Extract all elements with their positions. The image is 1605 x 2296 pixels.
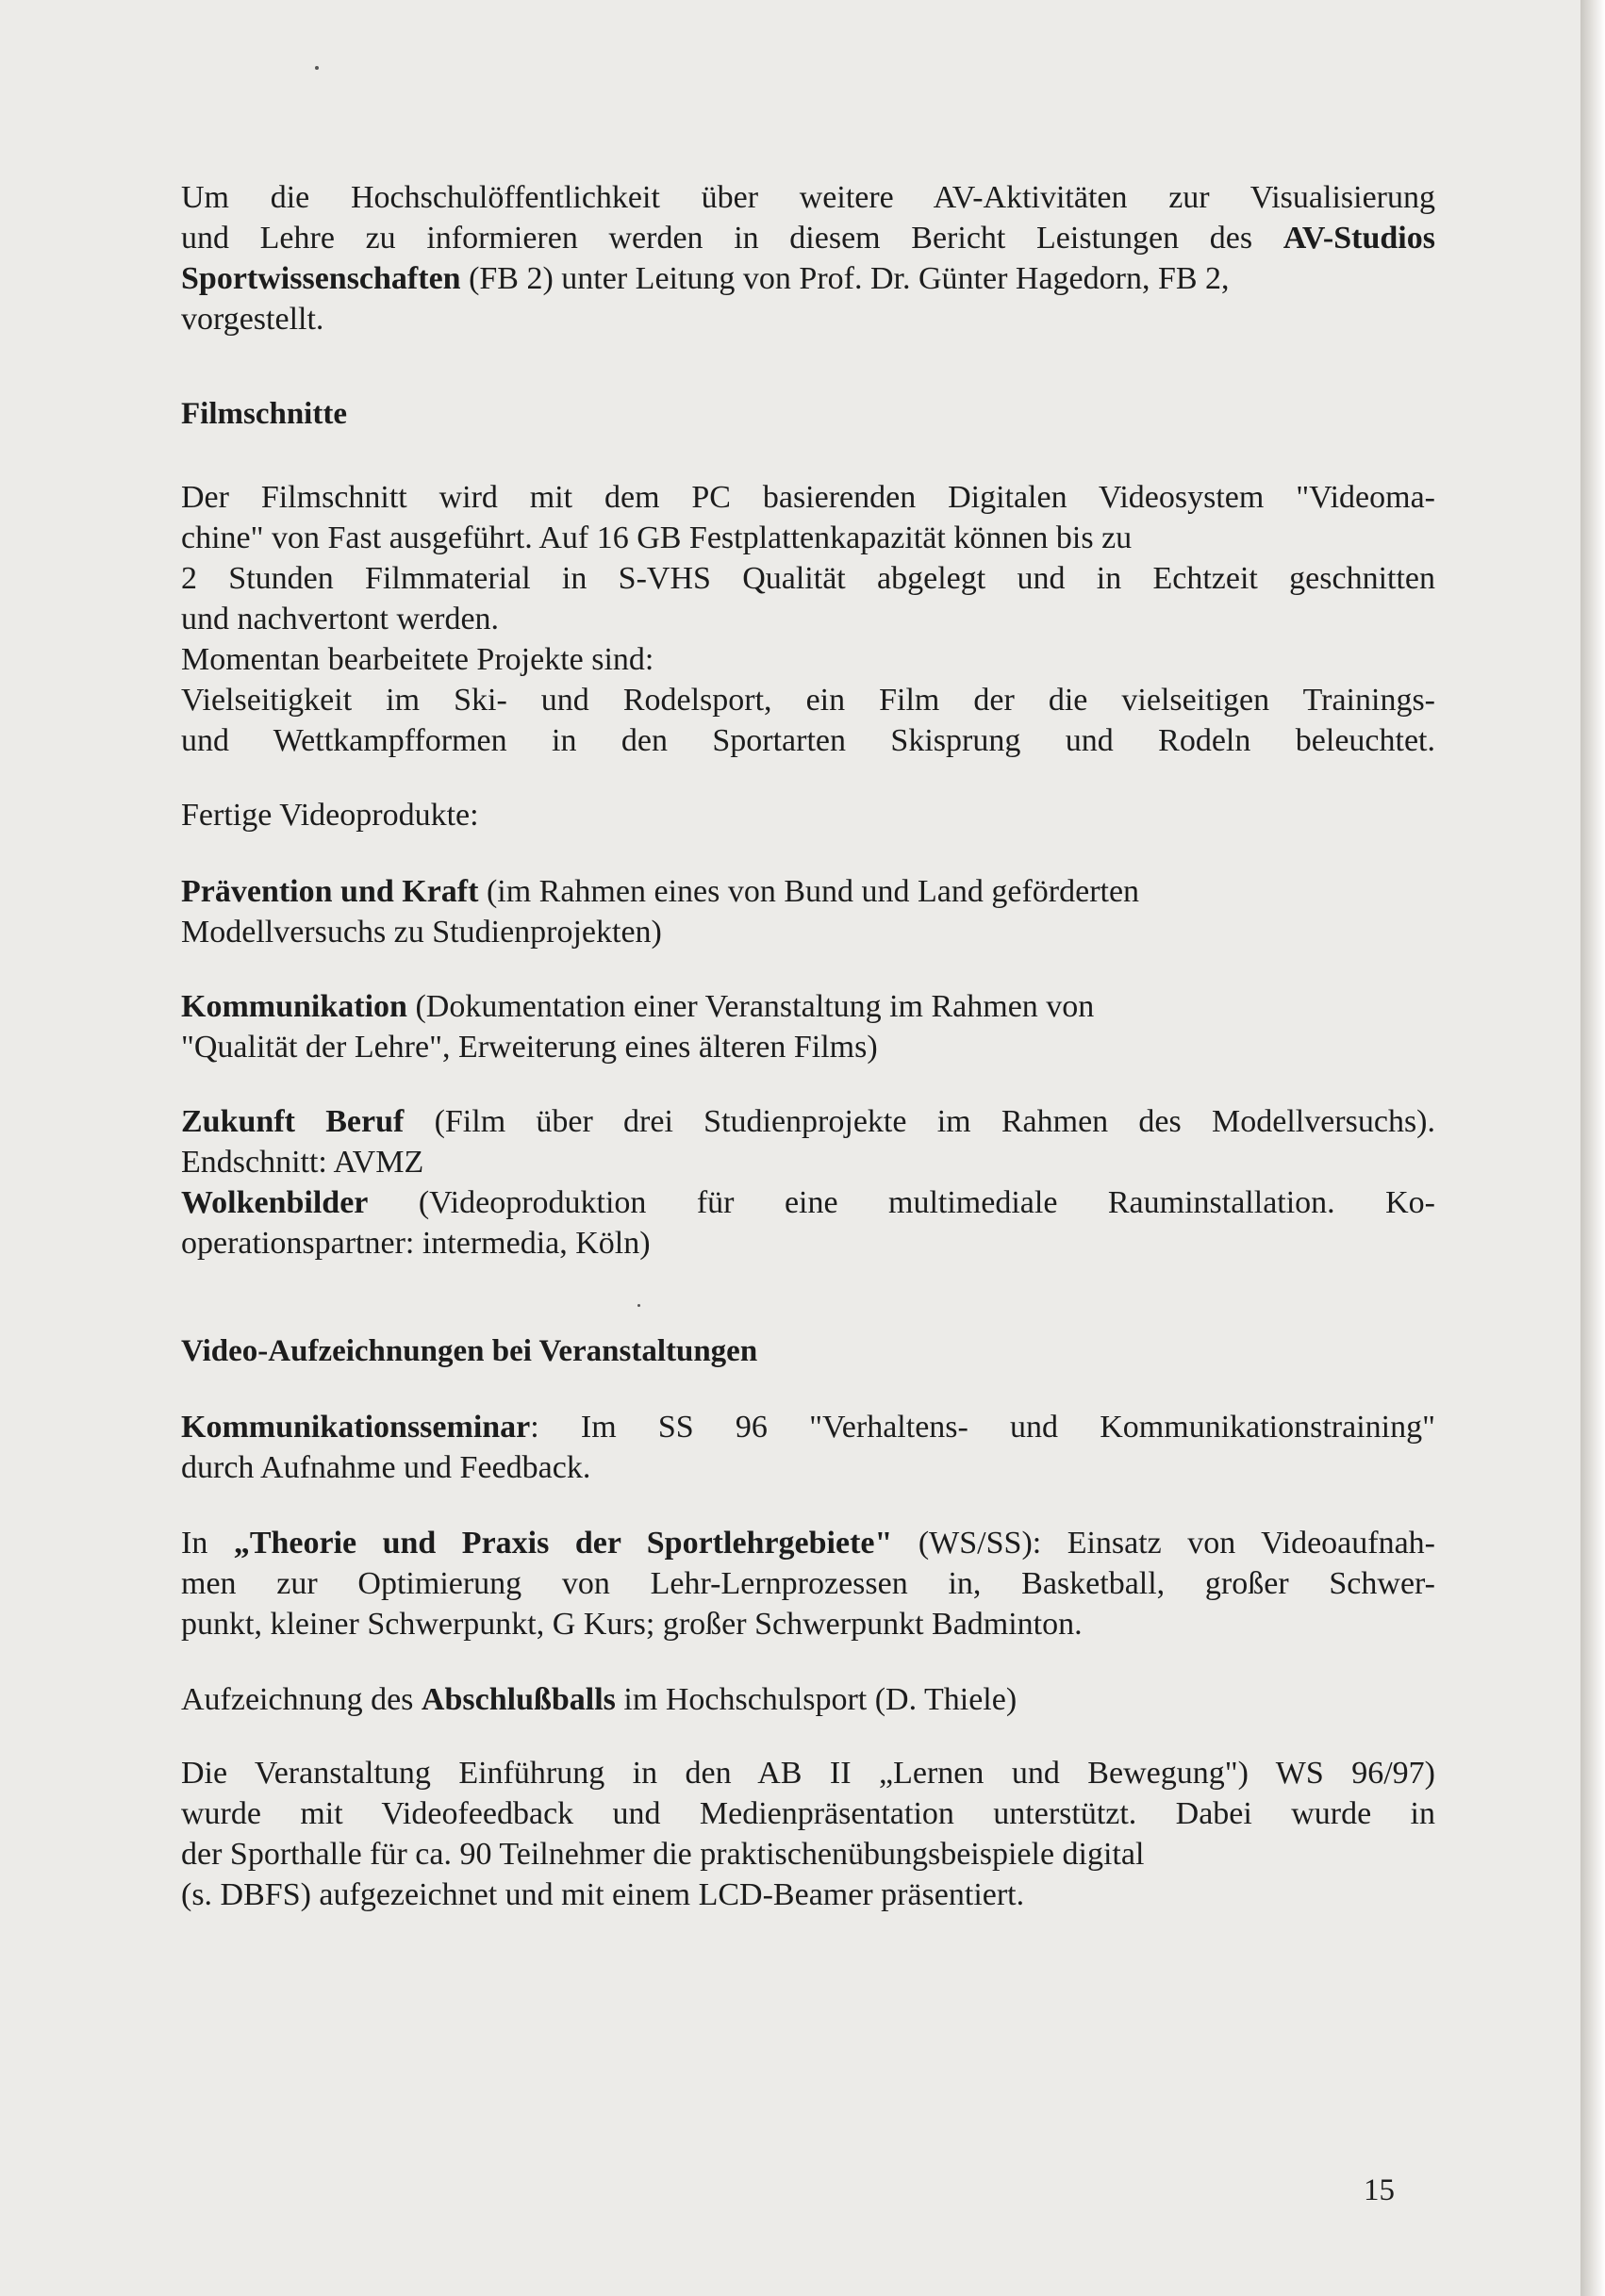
bold-term: AV-Studios [1282, 221, 1435, 256]
seminar-paragraph [181, 1407, 1435, 1488]
text-line: Endschnitt: AVMZ [181, 1145, 424, 1180]
text-line: punkt, kleiner Schwerpunkt, G Kurs; großer Schwerpunkt Badminton. [181, 1607, 1083, 1642]
page-number: 15 [1364, 2173, 1395, 2207]
text-line: Vielseitigkeit im Ski- und Rodelsport, ein Film der die vielseitigen Trainings- [181, 683, 1435, 718]
bold-term: Kommunikationsseminar [181, 1410, 531, 1445]
text-line: men zur Optimierung von Lehr-Lernprozessen in, Basketball, großer Schwer- [181, 1566, 1435, 1601]
binding-edge [1580, 0, 1605, 2296]
product-title: Kommunikation [181, 989, 407, 1024]
text-line: Prävention und Kraft (im Rahmen eines von Bund und Land geförderten [181, 874, 1140, 909]
product-entry [181, 986, 1435, 1067]
page-body [181, 177, 1435, 1915]
text-line: der Sporthalle für ca. 90 Teilnehmer die praktischenübungsbeispiele digital [181, 1837, 1145, 1872]
section-heading-video: Video-Aufzeichnungen bei Veranstaltungen [181, 1334, 758, 1368]
fertige-label: Fertige Videoprodukte: [181, 798, 479, 833]
paper-speck [315, 66, 319, 70]
text-line: wurde mit Videofeedback und Medienpräsentation unterstützt. Dabei wurde in [181, 1796, 1435, 1831]
text-line: Zukunft Beruf (Film über drei Studienprojekte im Rahmen des Modellversuchs). [181, 1104, 1435, 1139]
product-entry [181, 1182, 1435, 1264]
section-heading-filmschnitte: Filmschnitte [181, 397, 347, 431]
bold-term: „Theorie und Praxis der Sportlehrgebiete" [233, 1526, 893, 1561]
text-line: Aufzeichnung des Abschlußballs im Hochschulsport (D. Thiele) [181, 1682, 1018, 1717]
text-line: Die Veranstaltung Einführung in den AB II „Lernen und Bewegung") WS 96/97) [181, 1756, 1435, 1791]
text-line: Der Filmschnitt wird mit dem PC basierenden Digitalen Videosystem "Videoma- [181, 480, 1435, 515]
text-line: Modellversuchs zu Studienprojekten) [181, 915, 662, 950]
text-line: Sportwissenschaften (FB 2) unter Leitung von Prof. Dr. Günter Hagedorn, FB 2, [181, 261, 1230, 296]
abschlussball-paragraph [181, 1679, 1435, 1720]
text-line: Momentan bearbeitete Projekte sind: [181, 642, 654, 677]
text-line: 2 Stunden Filmmaterial in S-VHS Qualität abgelegt und in Echtzeit geschnitten [181, 561, 1435, 596]
text-line: vorgestellt. [181, 302, 324, 337]
einfuehrung-paragraph [181, 1753, 1435, 1915]
product-title: Prävention und Kraft [181, 874, 479, 909]
product-title: Zukunft Beruf [181, 1104, 405, 1139]
theorie-paragraph [181, 1523, 1435, 1644]
text-line: Wolkenbilder (Videoproduktion für eine multimediale Rauminstallation. Ko- [181, 1185, 1435, 1220]
text-line: Kommunikationsseminar: Im SS 96 "Verhaltens- und Kommunikationstraining" [181, 1410, 1435, 1445]
text-line: chine" von Fast ausgeführt. Auf 16 GB Festplattenkapazität können bis zu [181, 520, 1133, 555]
bold-term: Abschlußballs [421, 1682, 616, 1717]
text-line: operationspartner: intermedia, Köln) [181, 1226, 651, 1261]
text-line: In „Theorie und Praxis der Sportlehrgebiete" (WS/SS): Einsatz von Videoaufnah- [181, 1526, 1435, 1561]
intro-paragraph [181, 177, 1435, 339]
product-title: Wolkenbilder [181, 1185, 369, 1220]
text-line: Um die Hochschulöffentlichkeit über weitere AV-Aktivitäten zur Visualisierung [181, 180, 1435, 215]
bold-term: Sportwissenschaften [181, 261, 461, 296]
text-line: und Wettkampfformen in den Sportarten Skisprung und Rodeln beleuchtet. [181, 723, 1435, 758]
product-entry [181, 871, 1435, 952]
text-line: und nachvertont werden. [181, 602, 500, 636]
text-line: "Qualität der Lehre", Erweiterung eines älteren Films) [181, 1030, 878, 1065]
text-line: und Lehre zu informieren werden in diesem Bericht Leistungen des AV-Studios [181, 221, 1435, 256]
filmschnitte-paragraph [181, 477, 1435, 761]
text-line: Kommunikation (Dokumentation einer Veranstaltung im Rahmen von [181, 989, 1095, 1024]
text-line: durch Aufnahme und Feedback. [181, 1450, 591, 1485]
text-line: (s. DBFS) aufgezeichnet und mit einem LCD-Beamer präsentiert. [181, 1877, 1025, 1912]
product-entry [181, 1101, 1435, 1182]
